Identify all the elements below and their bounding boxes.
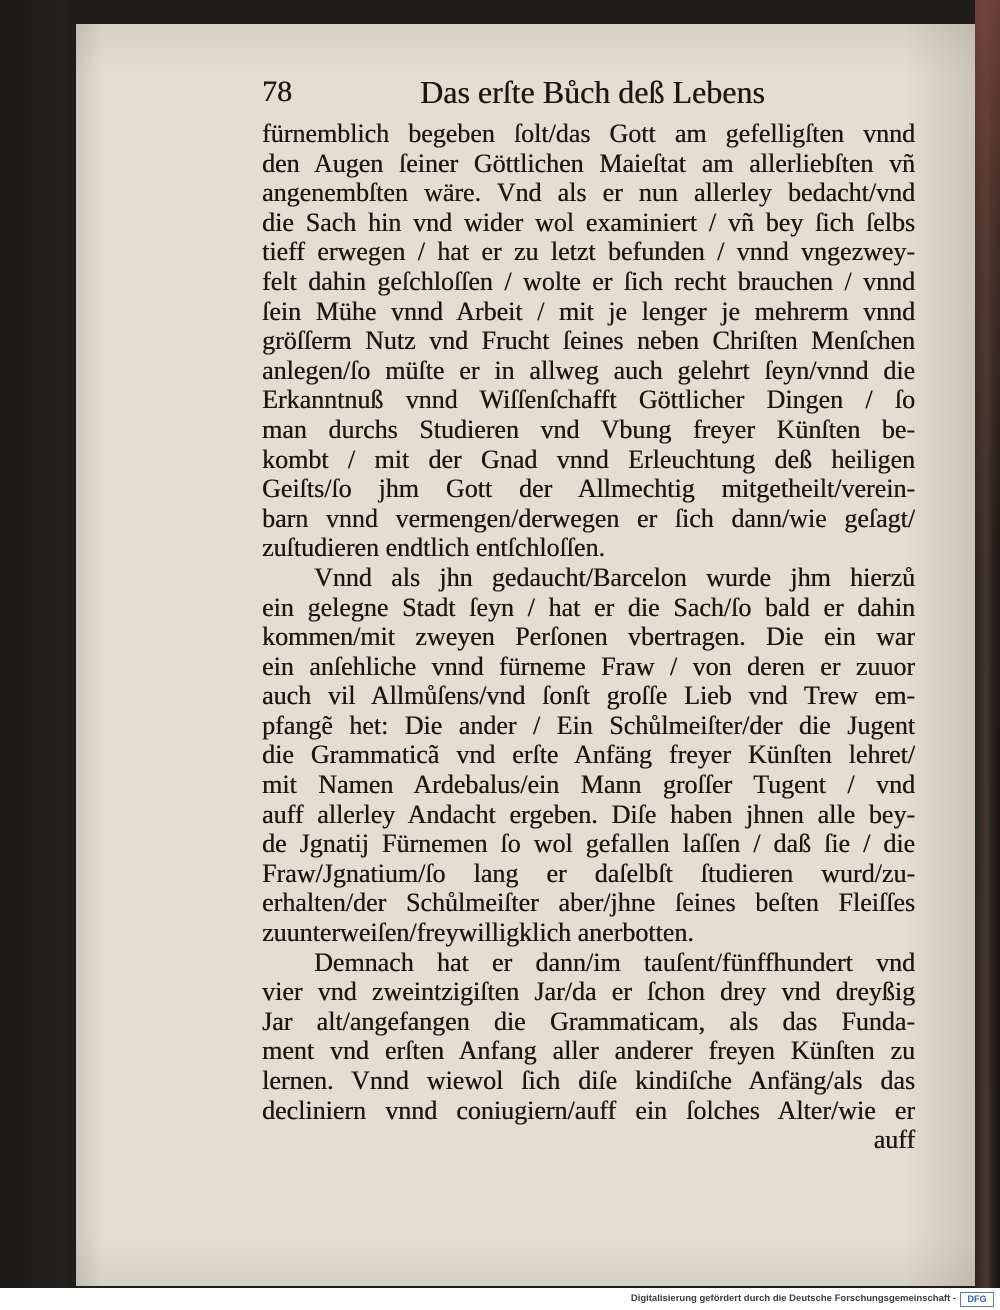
page-number: 78 (262, 75, 292, 108)
text-line: man durchs Studieren vnd Vbung freyer Künſten be- (262, 414, 915, 444)
text-line: den Augen ſeiner Göttlichen Maieſtat am allerliebſten vñ (262, 148, 915, 178)
running-title: Das erſte Bůch deß Lebens (420, 74, 765, 110)
paragraph-end-line: zuſtudieren endtlich entſchloſſen. (262, 533, 605, 563)
text-line: mit Namen Ardebalus/ein Mann groſſer Tugent / vnd (262, 770, 915, 800)
paragraph-start-line: Demnach hat er dann/im tauſent/fünffhundert vnd (314, 947, 915, 977)
catchword: auff (873, 1125, 915, 1155)
text-line: kommen/mit zweyen Perſonen vbertragen. Die ein war (262, 622, 915, 652)
text-line: de Jgnatij Fürnemen ſo wol gefallen laſſen / daß ſie / die (262, 829, 915, 859)
text-line: ſein Mühe vnnd Arbeit / mit je lenger je mehrerm vnnd (262, 296, 915, 326)
text-block (262, 119, 915, 1155)
dfg-logo: DFG (960, 1292, 994, 1307)
text-line: vier vnd zweintzigiſten Jar/da er ſchon drey vnd dreyßig (262, 977, 915, 1007)
text-line: barn vnnd vermengen/derwegen er ſich dann/wie geſagt/ (262, 503, 915, 533)
text-line: anlegen/ſo müſte er in allweg auch gelehrt ſeyn/vnnd die (262, 355, 915, 385)
text-line: auch vil Allmůſens/vnd ſonſt groſſe Lieb vnd Trew em- (262, 681, 915, 711)
text-line: felt dahin geſchloſſen / wolte er ſich recht brauchen / vnnd (262, 266, 915, 296)
text-line: auff allerley Andacht ergeben. Diſe haben jhnen alle bey- (262, 799, 915, 829)
text-line: kombt / mit der Gnad vnnd Erleuchtung deß heiligen (262, 444, 915, 474)
text-line: fürnemblich begeben ſolt/das Gott am gefelligſten vnnd (262, 119, 915, 148)
text-line: Erkanntnuß vnnd Wiſſenſchafft Göttlicher Dingen / ſo (262, 385, 915, 415)
text-line: Fraw/Jgnatium/ſo lang er daſelbſt ſtudieren wurd/zu- (262, 858, 915, 888)
paragraph-start-line: Vnnd als jhn gedaucht/Barcelon wurde jhm hierzů (314, 562, 915, 592)
digitization-credit-bar (0, 1288, 1000, 1310)
text-line: Jar alt/angefangen die Grammaticam, als das Funda- (262, 1006, 915, 1036)
book-page (76, 24, 975, 1286)
text-line: erhalten/der Schůlmeiſter aber/jhne ſeines beſten Fleiſſes (262, 888, 915, 918)
text-line: angenembſten wäre. Vnd als er nun allerley bedacht/vnd (262, 178, 915, 208)
adjacent-page-edge (975, 0, 1000, 1288)
text-line: die Grammaticã vnd erſte Anfäng freyer Künſten lehret/ (262, 740, 915, 770)
text-line: ein gelegne Stadt ſeyn / hat er die Sach/ſo bald er dahin (262, 592, 915, 622)
text-line: decliniern vnnd coniugiern/auff ein ſolches Alter/wie er (262, 1095, 915, 1125)
text-line: ein anſehliche vnnd fürneme Fraw / von deren er zuuor (262, 651, 915, 681)
credit-text: Digitalisierung gefördert durch die Deutsche Forschungsgemeinschaft - (630, 1293, 956, 1304)
text-line: die Sach hin vnd wider wol examiniert / vñ bey ſich ſelbs (262, 207, 915, 237)
paragraph-end-line: zuunterweiſen/freywilligklich anerbotten. (262, 918, 694, 948)
text-line: pfangẽ het: Die ander / Ein Schůlmeiſter/der die Jugent (262, 710, 915, 740)
text-line: lernen. Vnnd wiewol ſich diſe kindiſche Anfäng/als das (262, 1066, 915, 1095)
text-line: Geiſts/ſo jhm Gott der Allmechtig mitgetheilt/verein- (262, 474, 915, 504)
text-line: ment vnd erſten Anfang aller anderer freyen Künſten zu (262, 1036, 915, 1066)
text-line: tieff erwegen / hat er zu letzt befunden / vnnd vngezwey- (262, 237, 915, 267)
text-line: gröſſerm Nutz vnd Frucht ſeines neben Chriſten Menſchen (262, 326, 915, 356)
